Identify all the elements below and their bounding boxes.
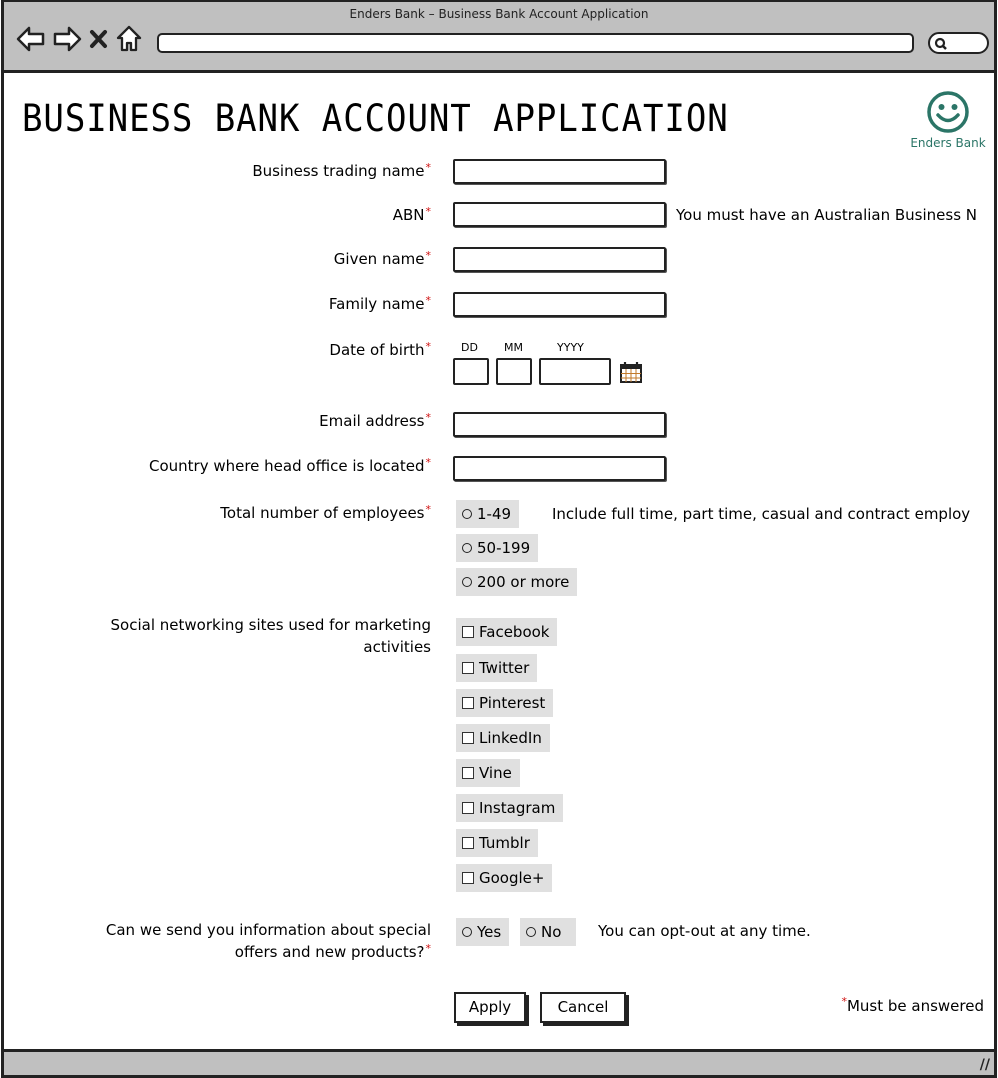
option-label: Tumblr — [479, 834, 530, 852]
browser-statusbar — [4, 1049, 994, 1075]
search-icon — [934, 37, 948, 51]
dob-month-input[interactable] — [496, 358, 532, 385]
stop-icon[interactable] — [88, 26, 110, 52]
page-title: BUSINESS BANK ACCOUNT APPLICATION — [22, 97, 729, 140]
radio-icon — [462, 927, 472, 937]
checkbox-icon — [462, 767, 474, 779]
nav-buttons — [16, 24, 142, 54]
option-label: 1-49 — [477, 505, 512, 523]
checkbox-icon — [462, 697, 474, 709]
radio-icon — [462, 577, 472, 587]
label-text: Family name — [328, 295, 425, 313]
employees-option-1-49[interactable] — [456, 500, 519, 528]
logo-text: Enders Bank — [910, 136, 986, 150]
label-text: Total number of employees — [220, 504, 425, 522]
social-option-vine[interactable] — [456, 759, 520, 787]
smiley-icon — [926, 90, 970, 134]
social-option-twitter[interactable] — [456, 654, 537, 682]
calendar-icon[interactable] — [619, 360, 643, 388]
forward-arrow-icon[interactable] — [52, 26, 82, 52]
resize-grip-icon[interactable]: // — [979, 1057, 990, 1073]
given-name-input[interactable] — [453, 247, 666, 272]
option-label: No — [541, 923, 562, 941]
country-label — [149, 455, 431, 477]
required-marker: * — [425, 340, 431, 353]
offers-option-no[interactable] — [520, 918, 576, 946]
social-option-facebook[interactable] — [456, 618, 557, 646]
social-option-linkedin[interactable] — [456, 724, 550, 752]
required-marker: * — [425, 942, 431, 955]
apply-button[interactable]: Apply — [454, 992, 526, 1023]
url-bar[interactable] — [157, 33, 914, 53]
required-marker: * — [425, 294, 431, 307]
radio-icon — [462, 543, 472, 553]
required-marker: * — [425, 161, 431, 174]
label-text: Business trading name — [252, 162, 425, 180]
dob-dd-label: DD — [461, 341, 478, 354]
abn-input[interactable] — [453, 202, 666, 227]
required-marker: * — [841, 995, 847, 1008]
checkbox-icon — [462, 626, 474, 638]
label-text: Given name — [333, 250, 425, 268]
employees-label — [220, 502, 431, 524]
option-label: Google+ — [479, 869, 545, 887]
label-text: activities — [363, 638, 431, 656]
home-icon[interactable] — [116, 25, 142, 53]
social-option-instagram[interactable] — [456, 794, 563, 822]
abn-hint: You must have an Australian Business N — [676, 206, 978, 224]
required-note — [840, 997, 984, 1015]
browser-search[interactable] — [928, 32, 989, 54]
email-input[interactable] — [453, 412, 666, 437]
dob-mm-label: MM — [504, 341, 523, 354]
dob-yyyy-label: YYYY — [557, 341, 584, 354]
family-name-input[interactable] — [453, 292, 666, 317]
offers-hint: You can opt-out at any time. — [598, 922, 811, 940]
browser-titlebar — [4, 2, 994, 73]
back-arrow-icon[interactable] — [16, 26, 46, 52]
social-option-tumblr[interactable] — [456, 829, 538, 857]
country-input[interactable] — [453, 456, 666, 481]
family-name-label — [329, 293, 431, 315]
option-label: 50-199 — [477, 539, 531, 557]
radio-icon — [462, 509, 472, 519]
dob-year-input[interactable] — [539, 358, 611, 385]
dob-day-input[interactable] — [453, 358, 489, 385]
checkbox-icon — [462, 662, 474, 674]
required-marker: * — [425, 503, 431, 516]
option-label: Pinterest — [479, 694, 546, 712]
abn-label — [393, 204, 431, 226]
social-option-googleplus[interactable] — [456, 864, 552, 892]
required-marker: * — [425, 249, 431, 262]
social-label — [111, 614, 431, 658]
checkbox-icon — [462, 872, 474, 884]
label-text: ABN — [392, 206, 425, 224]
label-text: offers and new products? — [234, 943, 425, 961]
required-marker: * — [425, 205, 431, 218]
bank-logo — [904, 90, 992, 150]
option-label: Instagram — [479, 799, 556, 817]
dob-label — [329, 339, 431, 361]
required-marker: * — [425, 456, 431, 469]
label-text: Email address — [319, 412, 425, 430]
window-title: Enders Bank – Business Bank Account Application — [349, 7, 649, 21]
label-text: Can we send you information about special — [105, 921, 431, 939]
business-name-label — [252, 160, 431, 182]
business-name-input[interactable] — [453, 159, 666, 184]
employees-option-50-199[interactable] — [456, 534, 538, 562]
option-label: 200 or more — [477, 573, 570, 591]
browser-window — [1, 0, 997, 1078]
checkbox-icon — [462, 837, 474, 849]
offers-label — [106, 919, 431, 963]
radio-icon — [526, 927, 536, 937]
label-text: Social networking sites used for marketing — [110, 616, 431, 634]
option-label: Twitter — [479, 659, 530, 677]
label-text: Date of birth — [329, 341, 425, 359]
cancel-button[interactable]: Cancel — [540, 992, 626, 1023]
checkbox-icon — [462, 732, 474, 744]
option-label: Vine — [479, 764, 512, 782]
given-name-label — [334, 248, 431, 270]
option-label: LinkedIn — [479, 729, 542, 747]
label-text: Country where head office is located — [148, 457, 425, 475]
offers-option-yes[interactable] — [456, 918, 509, 946]
social-option-pinterest[interactable] — [456, 689, 553, 717]
email-label — [319, 410, 431, 432]
option-label: Facebook — [479, 623, 550, 641]
required-marker: * — [425, 411, 431, 424]
required-note-text: Must be answered — [846, 997, 984, 1015]
checkbox-icon — [462, 802, 474, 814]
option-label: Yes — [477, 923, 502, 941]
employees-hint: Include full time, part time, casual and contract employ — [552, 505, 971, 523]
employees-option-200-plus[interactable] — [456, 568, 577, 596]
